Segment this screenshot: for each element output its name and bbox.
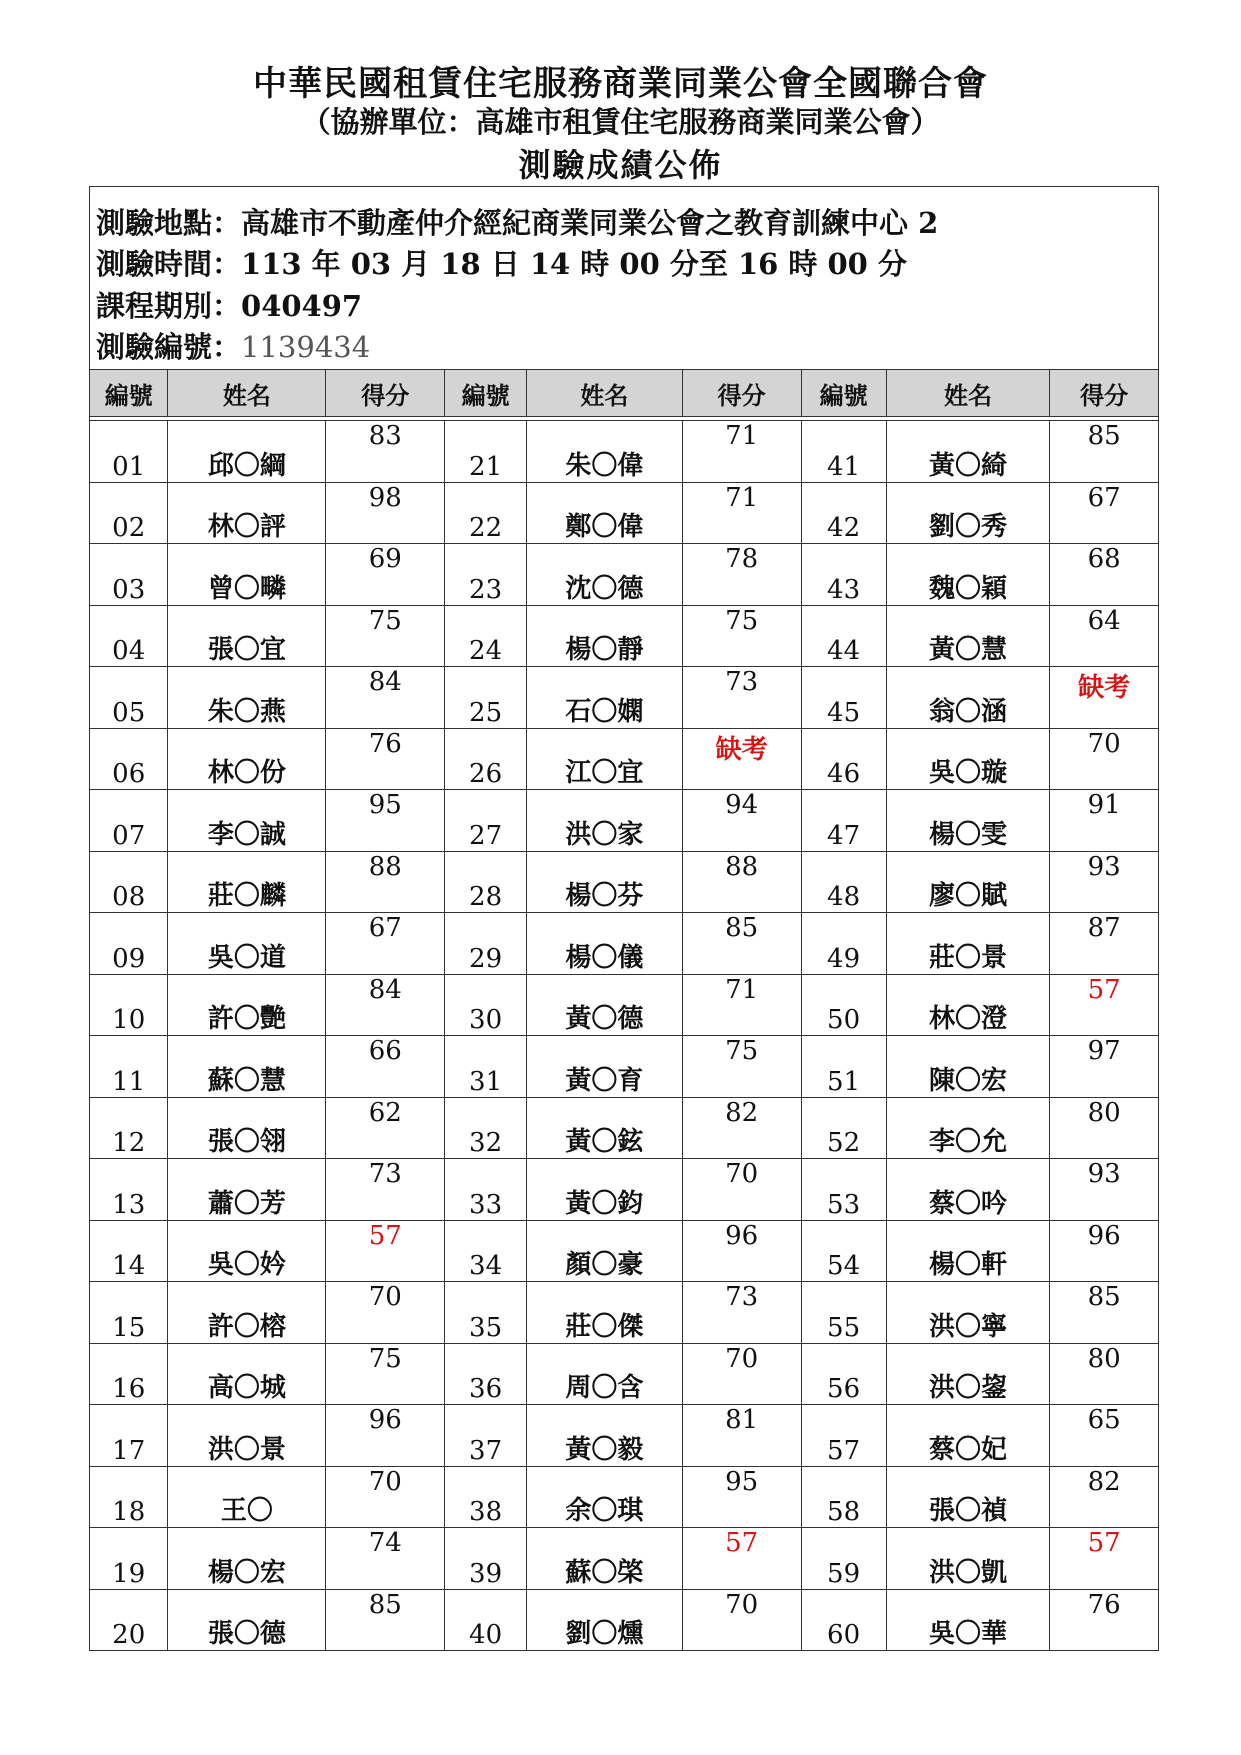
exam-time-label: 測驗時間： (96, 247, 242, 281)
table-row (90, 1097, 1159, 1159)
name-cell: 張〇禎 (886, 1466, 1050, 1528)
name-cell: 蘇〇棨 (526, 1528, 682, 1590)
score-cell: 缺考 (682, 728, 801, 790)
name-cell: 許〇榕 (168, 1282, 326, 1344)
name-cell: 劉〇燻 (526, 1589, 682, 1651)
name-cell: 蘇〇慧 (168, 1036, 326, 1098)
exam-number-value: 1139434 (241, 330, 371, 364)
header-number-3: 編號 (801, 370, 886, 417)
number-cell: 26 (445, 728, 527, 790)
name-cell: 張〇翎 (168, 1097, 326, 1159)
exam-number-label: 測驗編號： (96, 330, 242, 364)
score-cell: 57 (1050, 1528, 1159, 1590)
course-period-label: 課程期別： (96, 289, 242, 323)
name-cell: 吳〇道 (168, 913, 326, 975)
header-score-1: 得分 (326, 370, 445, 417)
name-cell: 林〇評 (168, 482, 326, 544)
score-cell: 80 (1050, 1097, 1159, 1159)
name-cell: 林〇份 (168, 728, 326, 790)
number-cell: 22 (445, 482, 527, 544)
name-cell: 蕭〇芳 (168, 1159, 326, 1221)
course-period-value: 040497 (241, 289, 363, 323)
number-cell: 49 (801, 913, 886, 975)
name-cell: 蔡〇吟 (886, 1159, 1050, 1221)
number-cell: 18 (90, 1466, 168, 1528)
name-cell: 莊〇麟 (168, 851, 326, 913)
name-cell: 洪〇寧 (886, 1282, 1050, 1344)
table-row (90, 974, 1159, 1036)
name-cell: 魏〇穎 (886, 544, 1050, 606)
name-cell: 黃〇綺 (886, 421, 1050, 483)
number-cell: 52 (801, 1097, 886, 1159)
name-cell: 楊〇宏 (168, 1528, 326, 1590)
number-cell: 20 (90, 1589, 168, 1651)
name-cell: 林〇澄 (886, 974, 1050, 1036)
score-cell: 73 (682, 667, 801, 729)
score-cell: 75 (326, 605, 445, 667)
score-cell: 71 (682, 974, 801, 1036)
number-cell: 54 (801, 1220, 886, 1282)
score-cell: 74 (326, 1528, 445, 1590)
score-cell: 88 (326, 851, 445, 913)
score-cell: 73 (326, 1159, 445, 1221)
number-cell: 51 (801, 1036, 886, 1098)
score-cell: 71 (682, 482, 801, 544)
name-cell: 洪〇家 (526, 790, 682, 852)
number-cell: 55 (801, 1282, 886, 1344)
name-cell: 洪〇鋆 (886, 1343, 1050, 1405)
number-cell: 29 (445, 913, 527, 975)
name-cell: 張〇宜 (168, 605, 326, 667)
name-cell: 楊〇芬 (526, 851, 682, 913)
table-row (90, 728, 1159, 790)
exam-location (96, 201, 938, 242)
score-cell: 缺考 (1050, 667, 1159, 729)
number-cell: 48 (801, 851, 886, 913)
score-cell: 94 (682, 790, 801, 852)
header-name-2: 姓名 (526, 370, 682, 417)
number-cell: 35 (445, 1282, 527, 1344)
number-cell: 17 (90, 1405, 168, 1467)
name-cell: 楊〇雯 (886, 790, 1050, 852)
table-row (90, 482, 1159, 544)
score-cell: 87 (1050, 913, 1159, 975)
name-cell: 周〇含 (526, 1343, 682, 1405)
name-cell: 王〇 (168, 1466, 326, 1528)
name-cell: 許〇艷 (168, 974, 326, 1036)
number-cell: 23 (445, 544, 527, 606)
score-cell: 57 (326, 1220, 445, 1282)
score-cell: 68 (1050, 544, 1159, 606)
number-cell: 33 (445, 1159, 527, 1221)
number-cell: 59 (801, 1528, 886, 1590)
table-row (90, 1405, 1159, 1467)
score-cell: 69 (326, 544, 445, 606)
score-cell: 64 (1050, 605, 1159, 667)
score-cell: 96 (682, 1220, 801, 1282)
name-cell: 曾〇疄 (168, 544, 326, 606)
exam-number (96, 325, 370, 366)
number-cell: 45 (801, 667, 886, 729)
name-cell: 劉〇秀 (886, 482, 1050, 544)
score-cell: 95 (682, 1466, 801, 1528)
exam-location-value: 高雄市不動產仲介經紀商業同業公會之教育訓練中心 2 (241, 206, 939, 240)
number-cell: 60 (801, 1589, 886, 1651)
name-cell: 李〇允 (886, 1097, 1050, 1159)
score-cell: 93 (1050, 1159, 1159, 1221)
score-cell: 84 (326, 667, 445, 729)
number-cell: 36 (445, 1343, 527, 1405)
number-cell: 24 (445, 605, 527, 667)
name-cell: 洪〇凱 (886, 1528, 1050, 1590)
table-header-row (90, 370, 1159, 417)
score-cell: 73 (682, 1282, 801, 1344)
score-table (89, 369, 1159, 1651)
page-heading: 測驗成績公佈 (518, 146, 723, 184)
name-cell: 李〇誠 (168, 790, 326, 852)
name-cell: 翁〇涵 (886, 667, 1050, 729)
number-cell: 39 (445, 1528, 527, 1590)
score-cell: 85 (326, 1589, 445, 1651)
table-row (90, 605, 1159, 667)
number-cell: 03 (90, 544, 168, 606)
exam-time-value: 113 年 03 月 18 日 14 時 00 分至 16 時 00 分 (241, 247, 907, 281)
number-cell: 37 (445, 1405, 527, 1467)
header-name-3: 姓名 (886, 370, 1050, 417)
name-cell: 洪〇景 (168, 1405, 326, 1467)
number-cell: 41 (801, 421, 886, 483)
number-cell: 58 (801, 1466, 886, 1528)
score-cell: 85 (1050, 1282, 1159, 1344)
name-cell: 吳〇妗 (168, 1220, 326, 1282)
header-score-3: 得分 (1050, 370, 1159, 417)
number-cell: 07 (90, 790, 168, 852)
score-cell: 84 (326, 974, 445, 1036)
number-cell: 05 (90, 667, 168, 729)
score-cell: 70 (682, 1589, 801, 1651)
header-name-1: 姓名 (168, 370, 326, 417)
number-cell: 08 (90, 851, 168, 913)
score-cell: 65 (1050, 1405, 1159, 1467)
number-cell: 15 (90, 1282, 168, 1344)
number-cell: 56 (801, 1343, 886, 1405)
number-cell: 09 (90, 913, 168, 975)
name-cell: 江〇宜 (526, 728, 682, 790)
name-cell: 莊〇傑 (526, 1282, 682, 1344)
score-cell: 75 (326, 1343, 445, 1405)
score-cell: 82 (1050, 1466, 1159, 1528)
number-cell: 25 (445, 667, 527, 729)
score-cell: 71 (682, 421, 801, 483)
document-title: 中華民國租賃住宅服務商業同業公會全國聯合會 (253, 64, 988, 104)
table-row (90, 1220, 1159, 1282)
score-cell: 76 (1050, 1589, 1159, 1651)
name-cell: 黃〇德 (526, 974, 682, 1036)
name-cell: 石〇嫻 (526, 667, 682, 729)
number-cell: 28 (445, 851, 527, 913)
name-cell: 張〇德 (168, 1589, 326, 1651)
table-row (90, 1466, 1159, 1528)
number-cell: 01 (90, 421, 168, 483)
number-cell: 12 (90, 1097, 168, 1159)
number-cell: 46 (801, 728, 886, 790)
name-cell: 沈〇德 (526, 544, 682, 606)
table-row (90, 790, 1159, 852)
score-cell: 85 (682, 913, 801, 975)
table-row (90, 1282, 1159, 1344)
number-cell: 06 (90, 728, 168, 790)
score-cell: 96 (1050, 1220, 1159, 1282)
score-cell: 85 (1050, 421, 1159, 483)
table-row (90, 1528, 1159, 1590)
number-cell: 44 (801, 605, 886, 667)
header-score-2: 得分 (682, 370, 801, 417)
name-cell: 楊〇靜 (526, 605, 682, 667)
name-cell: 楊〇儀 (526, 913, 682, 975)
score-cell: 57 (1050, 974, 1159, 1036)
name-cell: 吳〇華 (886, 1589, 1050, 1651)
score-cell: 62 (326, 1097, 445, 1159)
number-cell: 21 (445, 421, 527, 483)
number-cell: 19 (90, 1528, 168, 1590)
name-cell: 黃〇鈞 (526, 1159, 682, 1221)
score-cell: 70 (682, 1159, 801, 1221)
table-row (90, 913, 1159, 975)
number-cell: 53 (801, 1159, 886, 1221)
score-cell: 70 (326, 1282, 445, 1344)
table-row (90, 851, 1159, 913)
name-cell: 鄭〇偉 (526, 482, 682, 544)
table-row (90, 667, 1159, 729)
name-cell: 蔡〇妃 (886, 1405, 1050, 1467)
name-cell: 廖〇賦 (886, 851, 1050, 913)
number-cell: 11 (90, 1036, 168, 1098)
number-cell: 47 (801, 790, 886, 852)
score-cell: 75 (682, 1036, 801, 1098)
table-row (90, 544, 1159, 606)
score-cell: 76 (326, 728, 445, 790)
name-cell: 余〇琪 (526, 1466, 682, 1528)
score-cell: 91 (1050, 790, 1159, 852)
number-cell: 50 (801, 974, 886, 1036)
score-cell: 93 (1050, 851, 1159, 913)
score-cell: 78 (682, 544, 801, 606)
exam-location-label: 測驗地點： (96, 206, 242, 240)
exam-info-box (89, 186, 1159, 369)
score-cell: 98 (326, 482, 445, 544)
score-cell: 95 (326, 790, 445, 852)
score-cell: 67 (1050, 482, 1159, 544)
score-cell: 82 (682, 1097, 801, 1159)
number-cell: 34 (445, 1220, 527, 1282)
number-cell: 10 (90, 974, 168, 1036)
name-cell: 朱〇偉 (526, 421, 682, 483)
number-cell: 02 (90, 482, 168, 544)
name-cell: 楊〇軒 (886, 1220, 1050, 1282)
score-cell: 88 (682, 851, 801, 913)
score-cell: 57 (682, 1528, 801, 1590)
number-cell: 27 (445, 790, 527, 852)
score-cell: 96 (326, 1405, 445, 1467)
score-cell: 67 (326, 913, 445, 975)
header-number-1: 編號 (90, 370, 168, 417)
number-cell: 30 (445, 974, 527, 1036)
score-cell: 70 (682, 1343, 801, 1405)
course-period (96, 284, 362, 325)
number-cell: 14 (90, 1220, 168, 1282)
number-cell: 31 (445, 1036, 527, 1098)
score-table-body (90, 417, 1159, 1651)
name-cell: 陳〇宏 (886, 1036, 1050, 1098)
name-cell: 黃〇鉉 (526, 1097, 682, 1159)
number-cell: 43 (801, 544, 886, 606)
number-cell: 38 (445, 1466, 527, 1528)
name-cell: 黃〇毅 (526, 1405, 682, 1467)
score-cell: 66 (326, 1036, 445, 1098)
table-row (90, 1343, 1159, 1405)
number-cell: 32 (445, 1097, 527, 1159)
score-cell: 83 (326, 421, 445, 483)
name-cell: 顏〇豪 (526, 1220, 682, 1282)
score-cell: 97 (1050, 1036, 1159, 1098)
document-subtitle: （協辦單位：高雄市租賃住宅服務商業同業公會） (301, 105, 940, 139)
name-cell: 黃〇育 (526, 1036, 682, 1098)
score-cell: 70 (1050, 728, 1159, 790)
table-row (90, 1159, 1159, 1221)
score-cell: 70 (326, 1466, 445, 1528)
number-cell: 40 (445, 1589, 527, 1651)
name-cell: 高〇城 (168, 1343, 326, 1405)
number-cell: 04 (90, 605, 168, 667)
name-cell: 莊〇景 (886, 913, 1050, 975)
score-cell: 75 (682, 605, 801, 667)
table-row (90, 1036, 1159, 1098)
table-row (90, 1589, 1159, 1651)
table-row (90, 421, 1159, 483)
name-cell: 邱〇綱 (168, 421, 326, 483)
name-cell: 黃〇慧 (886, 605, 1050, 667)
number-cell: 57 (801, 1405, 886, 1467)
score-cell: 81 (682, 1405, 801, 1467)
score-cell: 80 (1050, 1343, 1159, 1405)
number-cell: 42 (801, 482, 886, 544)
number-cell: 13 (90, 1159, 168, 1221)
exam-time (96, 242, 907, 283)
name-cell: 朱〇燕 (168, 667, 326, 729)
name-cell: 吳〇璇 (886, 728, 1050, 790)
number-cell: 16 (90, 1343, 168, 1405)
header-number-2: 編號 (445, 370, 527, 417)
